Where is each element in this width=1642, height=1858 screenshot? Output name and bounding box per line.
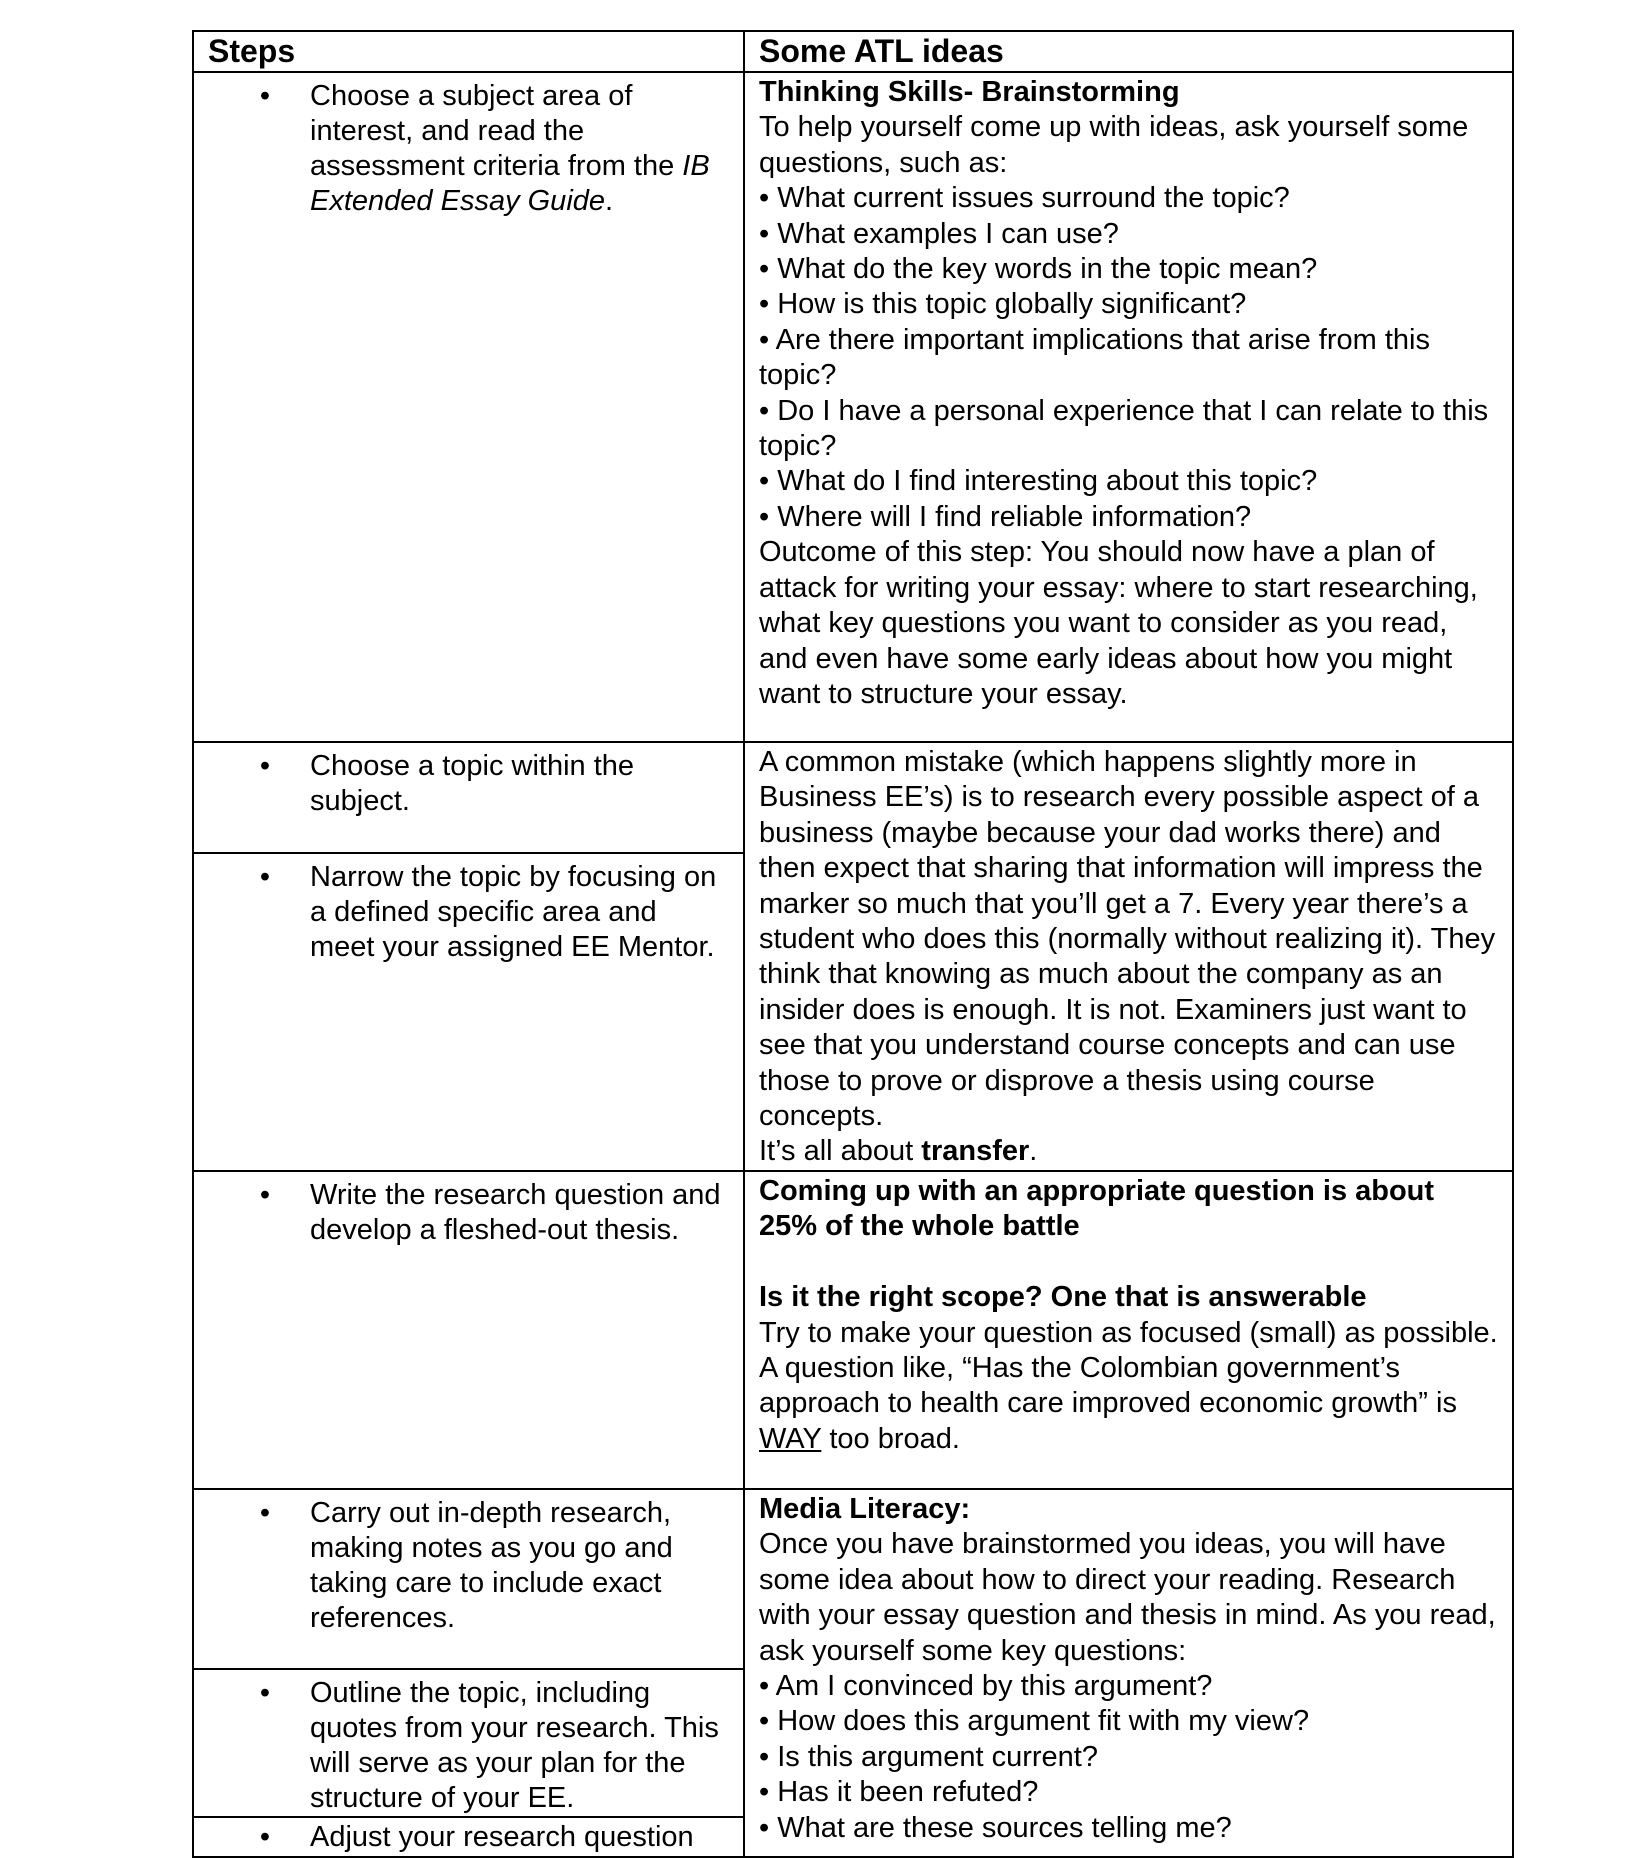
media-question: • What are these sources telling me? (759, 1811, 1232, 1844)
bullet-icon: • (259, 1496, 270, 1529)
step-cell (193, 742, 744, 853)
bullet-icon: • (259, 860, 270, 893)
brainstorming-heading: Thinking Skills- Brainstorming (759, 76, 1180, 108)
media-literacy-body: Once you have brainstormed you ideas, you will have some idea about how to direct your reading. Research with your essay question and thesis in mind. As you read, ask yourself some key questions: (759, 1528, 1496, 1667)
atl-cell-brainstorming (744, 72, 1513, 742)
step-cell (193, 853, 744, 1171)
media-literacy-heading: Media Literacy: (759, 1492, 971, 1525)
brainstorming-question: • Where will I find reliable information? (759, 500, 1252, 533)
brainstorming-question: • Do I have a personal experience that I can relate to this topic? (759, 394, 1489, 463)
step-item (194, 743, 743, 819)
step-cell (193, 1669, 744, 1817)
bullet-icon: • (259, 80, 270, 112)
atl-cell-research-question (744, 1171, 1513, 1489)
step-text: Carry out in-depth research, making notes as you go and taking care to include exact references. (310, 1496, 673, 1634)
media-question: • How does this argument fit with my view? (759, 1705, 1310, 1738)
brainstorming-question: • How is this topic globally significant? (759, 288, 1247, 321)
step-item (194, 1670, 743, 1816)
media-question: • Is this argument current? (759, 1740, 1098, 1773)
atl-cell-common-mistake (744, 742, 1513, 1171)
step-item (194, 73, 743, 219)
brainstorming-question: • Are there important implications that arise from this topic? (759, 323, 1430, 392)
step-text: Choose a topic within the subject. (310, 750, 635, 817)
steps-column-header: Steps (193, 31, 744, 72)
step-cell (193, 72, 744, 742)
bullet-icon: • (259, 1820, 270, 1853)
media-question: • Am I convinced by this argument? (759, 1669, 1213, 1702)
bullet-icon: • (259, 1676, 270, 1709)
scope-heading: Is it the right scope? One that is answerable (759, 1281, 1367, 1314)
step-item (194, 1172, 743, 1248)
step-item (194, 854, 743, 965)
brainstorming-outcome: Outcome of this step: You should now have a plan of attack for writing your essay: where to start researching, what key questions you want to consider as you read, and even have some early ideas about how you might want to structure your essay. (759, 536, 1478, 710)
step-text: Narrow the topic by focusing on a defined specific area and meet your assigned EE Mentor. (310, 860, 717, 963)
steps-atl-table (192, 30, 1514, 1858)
bullet-icon: • (259, 750, 270, 782)
atl-cell-media-literacy (744, 1489, 1513, 1857)
step-text: Choose a subject area of interest, and read the assessment criteria from the IB Extended Essay Guide. (310, 80, 710, 217)
brainstorming-question: • What current issues surround the topic? (759, 182, 1290, 215)
spacer (759, 1245, 1500, 1280)
brainstorming-question: • What examples I can use? (759, 217, 1119, 250)
step-text: Adjust your research question (310, 1820, 694, 1853)
atl-column-header: Some ATL ideas (744, 31, 1513, 72)
step-cell (193, 1817, 744, 1857)
brainstorming-question: • What do I find interesting about this topic? (759, 465, 1318, 498)
step-text: Outline the topic, including quotes from your research. This will serve as your plan for the structure of your EE. (310, 1676, 719, 1814)
question-heading: Coming up with an appropriate question is about 25% of the whole battle (759, 1174, 1435, 1243)
common-mistake-text: A common mistake (which happens slightly more in Business EE’s) is to research every possible aspect of a business (maybe because your dad works there) and then expect that sharing that information will impress the marker so much that you’ll get a 7. Every year there’s a student who does this (normally without realizing it). They think that knowing as much about the company as an insider does is enough. It is not. Examiners just want to see that you understand course concepts and can use those to prove or disprove a thesis using course concepts. (759, 746, 1496, 1133)
question-body: Try to make your question as focused (small) as possible. A question like, “Has the Colombian government’s approach to health care improved economic growth” is WAY too broad. (759, 1316, 1498, 1455)
brainstorming-question: • What do the key words in the topic mean? (759, 253, 1318, 286)
bullet-icon: • (259, 1178, 270, 1211)
transfer-line: It’s all about transfer. (759, 1135, 1038, 1168)
step-item (194, 1818, 743, 1855)
brainstorming-intro: To help yourself come up with ideas, ask yourself some questions, such as: (759, 111, 1469, 179)
step-cell (193, 1171, 744, 1489)
media-question: • Has it been refuted? (759, 1776, 1039, 1809)
step-text: Write the research question and develop a fleshed-out thesis. (310, 1178, 721, 1246)
step-cell (193, 1489, 744, 1669)
step-item (194, 1490, 743, 1636)
